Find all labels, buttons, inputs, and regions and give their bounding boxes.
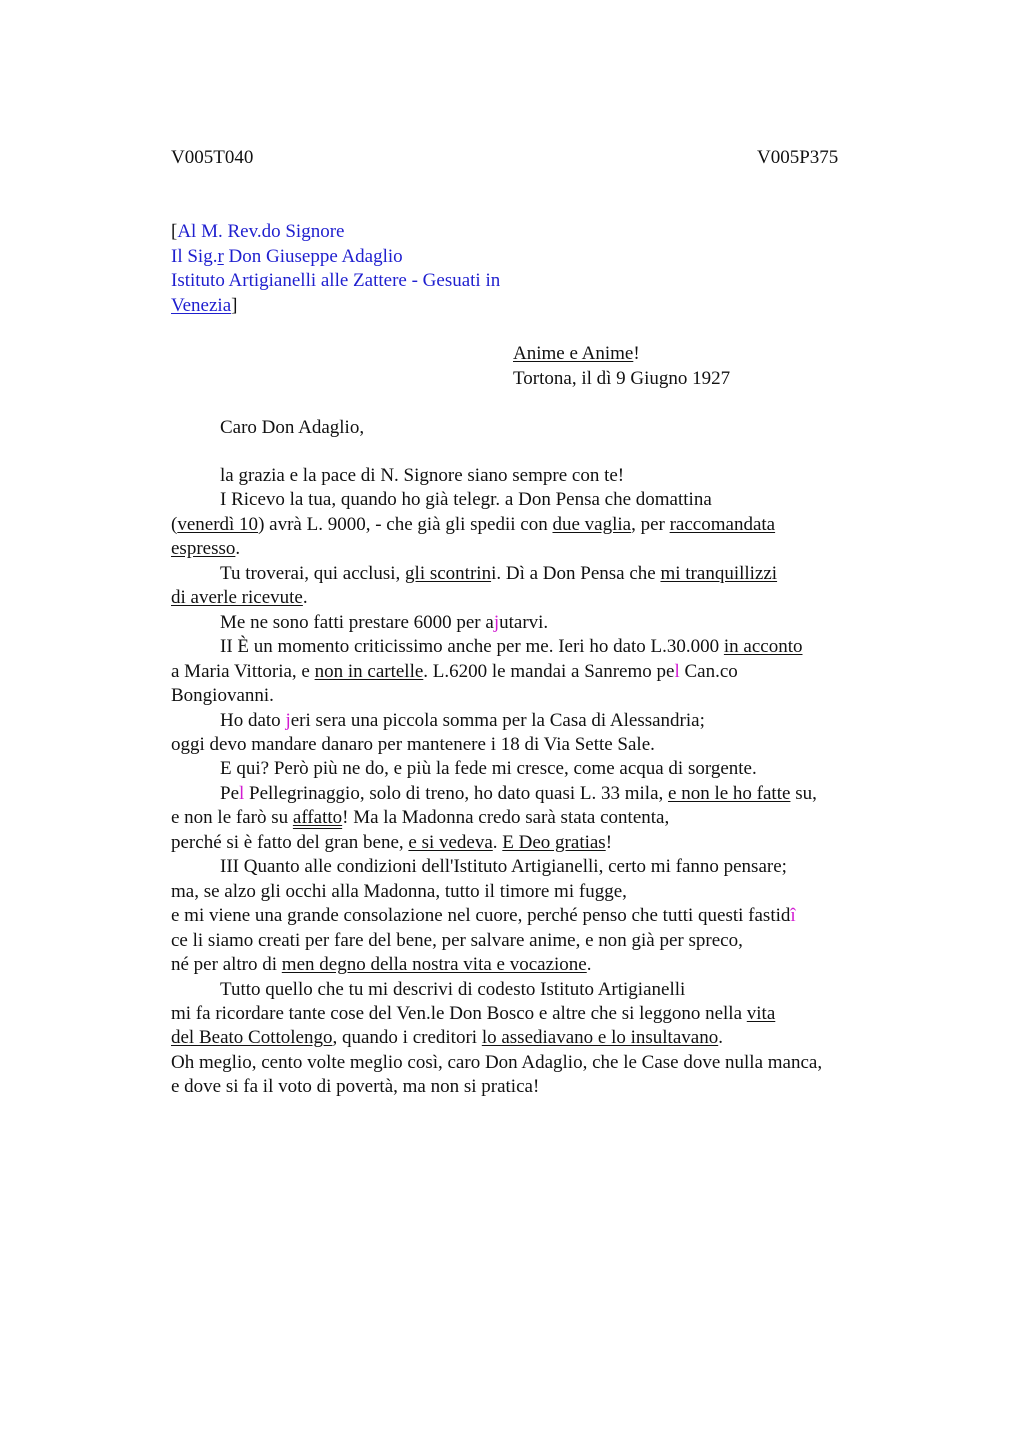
body-line: e non le farò su affatto! Ma la Madonna credo sarà stata contenta, bbox=[171, 807, 670, 829]
body-line: ma, se alzo gli occhi alla Madonna, tutto il timore mi fugge, bbox=[171, 880, 627, 902]
salutation: Caro Don Adaglio, bbox=[220, 417, 365, 438]
body-line: mi fa ricordare tante cose del Ven.le Don Bosco e altre che si leggono nella vita bbox=[171, 1002, 776, 1024]
body-line: a Maria Vittoria, e non in cartelle. L.6200 le mandai a Sanremo pel Can.co bbox=[171, 660, 738, 682]
document-code-right: V005P375 bbox=[757, 147, 839, 168]
address-line-4: Venezia] bbox=[171, 294, 238, 316]
body-line: Tutto quello che tu mi descrivi di codesto Istituto Artigianelli bbox=[220, 978, 686, 1000]
body-line: ce li siamo creati per fare del bene, per salvare anime, e non già per spreco, bbox=[171, 929, 743, 951]
letter-body bbox=[171, 464, 891, 1100]
body-line: di averle ricevute. bbox=[171, 587, 308, 609]
body-line: Pel Pellegrinaggio, solo di treno, ho dato quasi L. 33 mila, e non le ho fatte su, bbox=[220, 782, 817, 804]
body-line: Oh meglio, cento volte meglio così, caro Don Adaglio, che le Case dove nulla manca, bbox=[171, 1051, 823, 1073]
dateline bbox=[513, 342, 730, 391]
body-line: I Ricevo la tua, quando ho già telegr. a Don Pensa che domattina bbox=[220, 489, 712, 511]
body-line: II È un momento criticissimo anche per me. Ieri ho dato L.30.000 in acconto bbox=[220, 636, 803, 658]
body-line: oggi devo mandare danaro per mantenere i 18 di Via Sette Sale. bbox=[171, 733, 655, 755]
body-line: Me ne sono fatti prestare 6000 per ajutarvi. bbox=[220, 611, 549, 633]
body-line: Tu troverai, qui acclusi, gli scontrini. Dì a Don Pensa che mi tranquillizzi bbox=[220, 562, 778, 584]
body-line: né per altro di men degno della nostra vita e vocazione. bbox=[171, 954, 592, 976]
body-line: E qui? Però più ne do, e più la fede mi cresce, come acqua di sorgente. bbox=[220, 758, 757, 780]
address-line-3: Istituto Artigianelli alle Zattere - Gesuati in bbox=[171, 270, 501, 291]
place-date: Tortona, il dì 9 Giugno 1927 bbox=[513, 367, 731, 389]
body-line: Ho dato jeri sera una piccola somma per la Casa di Alessandria; bbox=[220, 709, 705, 731]
body-line: e dove si fa il voto di povertà, ma non si pratica! bbox=[171, 1076, 540, 1098]
body-line: la grazia e la pace di N. Signore siano sempre con te! bbox=[220, 465, 625, 486]
body-line: III Quanto alle condizioni dell'Istituto Artigianelli, certo mi fanno pensare; bbox=[220, 856, 787, 878]
body-line: espresso. bbox=[171, 538, 241, 560]
body-line: Bongiovanni. bbox=[171, 685, 274, 707]
recipient-address bbox=[171, 220, 500, 318]
address-line-1: [Al M. Rev.do Signore bbox=[171, 221, 345, 242]
body-line: perché si è fatto del gran bene, e si vedeva. E Deo gratias! bbox=[171, 831, 613, 853]
motto: Anime e Anime! bbox=[513, 343, 640, 364]
document-code-left: V005T040 bbox=[171, 147, 254, 168]
body-line: del Beato Cottolengo, quando i creditori lo assediavano e lo insultavano. bbox=[171, 1027, 723, 1049]
address-line-2: Il Sig.r Don Giuseppe Adaglio bbox=[171, 245, 403, 267]
body-line: (venerdì 10) avrà L. 9000, - che già gli spedii con due vaglia, per raccomandata bbox=[171, 513, 776, 535]
body-line: e mi viene una grande consolazione nel cuore, perché penso che tutti questi fastidî bbox=[171, 905, 796, 927]
